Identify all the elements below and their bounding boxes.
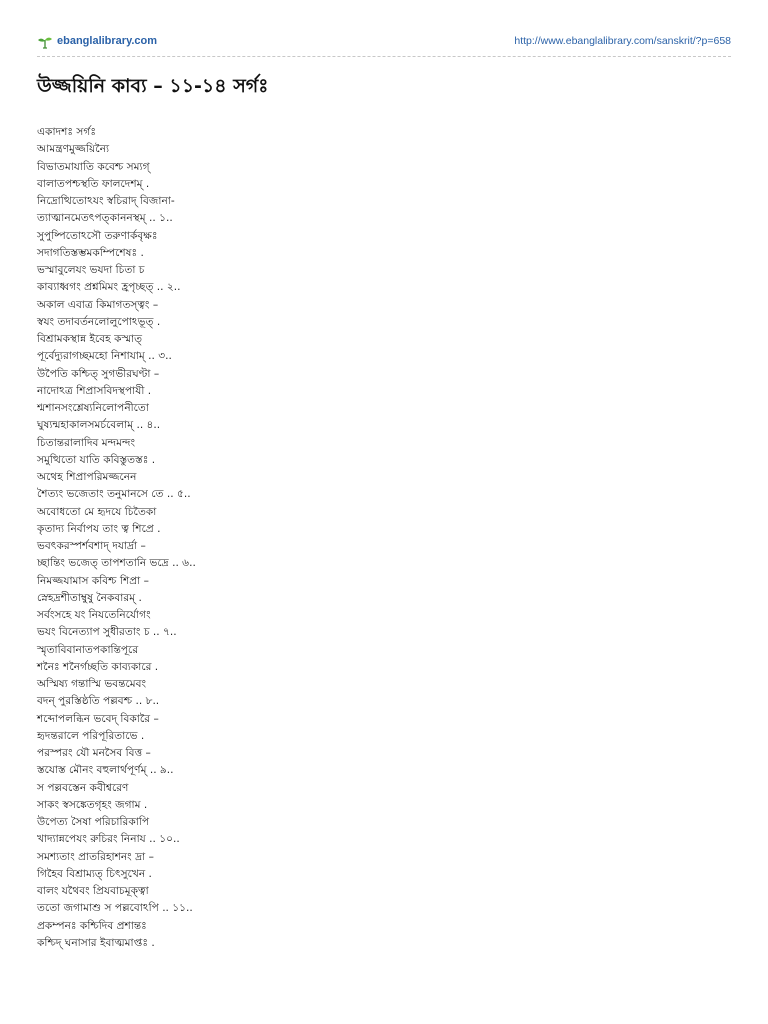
verse-line: শ্মশানসংশ্লেষ্যনিলোপনীতো <box>37 402 149 414</box>
verse-line: পরস্পরং যৌ মনসৈব বিত্ত – <box>37 747 151 759</box>
verse-line: প্রকম্পনঃ কশ্চিদিব প্রশান্তঃ <box>37 919 147 932</box>
verse-line: উপৈতি কশ্চিত্ সুগভীরঘণ্টা – <box>37 367 160 380</box>
verse-line: একাদশঃ সর্গঃ <box>37 126 96 138</box>
verse-line: হৃদন্তরালে পরিপূরিতাভে . <box>37 729 145 742</box>
verse-list <box>37 124 196 952</box>
verse-line: শনৈঃ শনৈর্গচ্ছতি কাব্যকারে . <box>37 660 159 673</box>
verse-line: খাদ্যান্নপেযং রুচিরং নিনায .. ১০.. <box>37 833 180 846</box>
page-header <box>37 32 731 50</box>
verse-line: সদাগতিস্তম্ভমকম্পিশেষঃ . <box>37 246 144 259</box>
verse-line: সাকং স্বসঙ্কেতগৃহং জগাম . <box>37 798 148 811</box>
verse-line: উপেত্য সৈষা পরিচারিকাপি <box>37 816 150 828</box>
verse-line: শব্দোপলব্ধিন ভবেদ্ বিকারৈ – <box>37 712 159 725</box>
page-url-link[interactable]: http://www.ebanglalibrary.com/sanskrit/?p=658 <box>514 35 731 47</box>
brand[interactable] <box>37 34 157 48</box>
page-title: উজ্জয়িনি কাব্য – ১১-১৪ সর্গঃ <box>37 75 269 97</box>
leaf-logo-icon <box>37 34 53 48</box>
verse-line: অথেহ শিপ্রাপরিমজ্জনেন <box>37 471 137 483</box>
verse-line: গিহৈব বিশ্রাম্যত্ চিৎসুখেন . <box>37 867 152 880</box>
verse-line: চ্ছান্তিং ভজেত্ তাপশতানি ভদ্রে .. ৬.. <box>37 557 196 570</box>
verse-line: স পল্লবস্তেন কবীশ্বরেণ <box>37 781 129 794</box>
verse-line: ততো জগামাশু স পল্লবোঽপি .. ১১.. <box>37 902 193 915</box>
verse-line: স্তযোস্ত মৌনং বহুলার্থপূর্ণম্ .. ৯.. <box>37 764 174 777</box>
verse-line: স্বযং তদাবর্তনলোলুপোঽভূত্ . <box>37 315 161 328</box>
verse-line: ভবৎকরস্পর্শবশাদ্ দযার্দ্রা – <box>37 540 146 552</box>
verse-line: ত্যাত্মানমেতৎপত্কাননস্থম্ .. ১.. <box>37 212 173 225</box>
verse-line: নাদোঽত্র শিপ্রাসবিদস্থপাযী . <box>37 384 152 397</box>
verse-line: অকাল এবাত্র কিমাগতস্ত্বং – <box>37 298 159 311</box>
verse-line: শৈত্যং ভজেতাং তনুমানসে তে .. ৫.. <box>37 488 191 501</box>
verse-line: স্মৃতাবিবানাতপকান্তিপূরে <box>37 643 139 656</box>
verse-line: বালং যথৈবং প্রিযবাচমূক্ত্বা <box>37 885 149 897</box>
verse-line: চিতান্তরালাদিব মন্দমন্দং <box>37 436 136 449</box>
verse-line: কাব্যাধ্বগং প্রশ্নমিমং হ্রপৃচ্ছত্ .. ২.. <box>37 281 181 294</box>
verse-line: সর্বংসহে যং নিযতেনির্যোগং <box>37 609 151 621</box>
verse-line: কৃতাদ্য নির্বাপয তাং ত্ব শিপ্রে . <box>37 522 161 535</box>
verse-line: অস্মিষ্য গন্তাস্মি ভবন্তমেবং <box>37 678 147 690</box>
verse-line: অবোধতো মে হৃদযে চিতৈকা <box>37 505 157 518</box>
verse-line: স্নেহদ্রশীতাম্বুষু নৈকবারম্ . <box>37 591 142 604</box>
verse-line: কশ্চিদ্ ঘনাসার ইবাত্মমাপ্তঃ . <box>37 936 155 949</box>
verse-line: নিমজ্জযামাস কবিশ্চ শিপ্রা – <box>37 574 149 587</box>
brand-name[interactable]: ebanglalibrary.com <box>57 35 158 47</box>
verse-line: বিশ্রামকস্থান্ন ইবেহ কস্মাত্ <box>37 333 143 345</box>
verse-line: পূর্বেদ্যুরাগচ্ছমহো নিশাযাম্ .. ৩.. <box>37 350 172 363</box>
verse-line: বিভাতমাযাতি কবেশ্চ সম্যগ্ <box>37 160 150 173</box>
header-divider <box>37 56 731 57</box>
verse-line: নিদ্রোত্থিতোঽযং স্বচিরাদ্ বিজানা- <box>37 195 175 207</box>
verse-line: ঘুষ্যন্মহাকালসমর্চবেলাম্ .. ৪.. <box>37 419 161 432</box>
verse-line: বদন্ পুরস্তিষ্ঠতি পল্লবশ্চ .. ৮.. <box>37 695 160 708</box>
verse-line: সুপুষ্পিতোঽসৌ তরুণার্কবৃক্ষঃ <box>37 229 158 242</box>
verse-line: ভস্মাবুলেযং ভযদা চিতা চ <box>37 264 145 276</box>
verse-line: সমুত্থিতো যাতি কবিস্তুতস্তঃ . <box>37 453 156 466</box>
verse-line: সমশ্যতাং প্রাতরিহাশনং দ্রা – <box>37 850 154 863</box>
verse-line: ভযং বিনেত্যাপ সুধীরতাং চ .. ৭.. <box>37 626 177 639</box>
verse-line: বালাতপশ্চস্থতি ফালদেশম্ . <box>37 177 150 190</box>
verse-line: আমন্ত্রণমুজ্জয়িন্যৈ <box>37 143 110 156</box>
